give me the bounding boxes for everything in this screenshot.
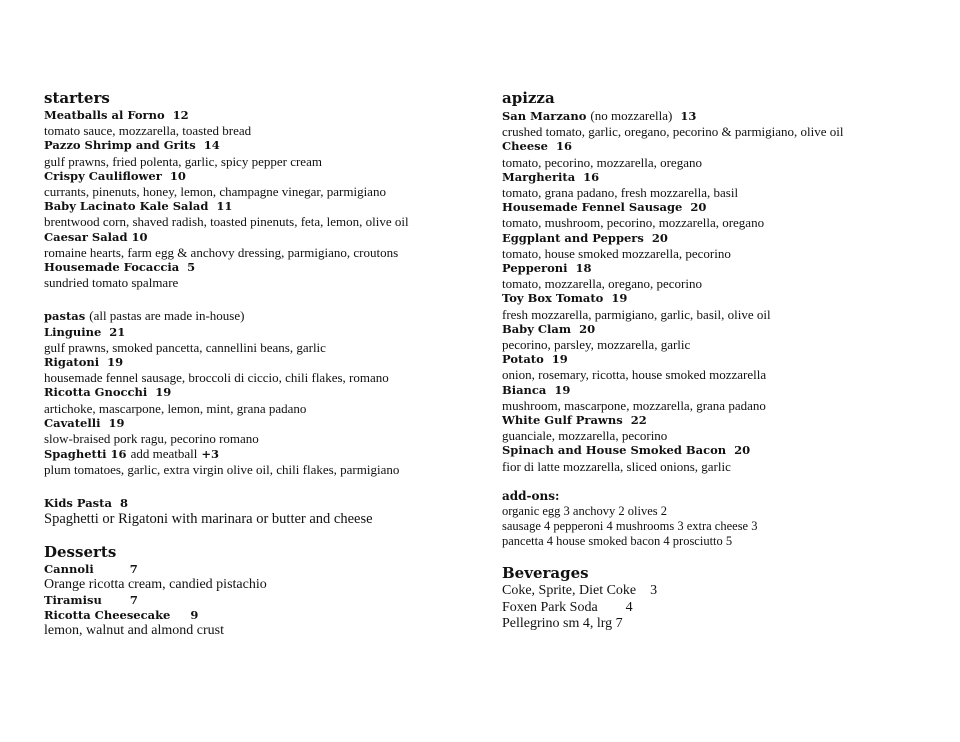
item-name: Toy Box Tomato (502, 291, 604, 306)
apizza-list (502, 108, 942, 474)
item-name: Rigatoni (44, 355, 100, 370)
item-name: White Gulf Prawns (502, 413, 623, 428)
item-name: Potato (502, 352, 544, 367)
item-name: Eggplant and Peppers (502, 230, 644, 245)
item-price: 22 (630, 413, 647, 428)
item-name: Spaghetti (44, 447, 107, 462)
menu-item (502, 383, 942, 413)
item-desc: crushed tomato, garlic, oregano, pecorino & parmigiano, olive oil (502, 124, 844, 140)
item-name: Margherita (502, 169, 576, 184)
item-desc: gulf prawns, smoked pancetta, cannellini beans, garlic (44, 339, 326, 355)
item-desc: romaine hearts, farm egg & anchovy dressing, parmigiano, croutons (44, 244, 399, 260)
pastas-heading (44, 308, 484, 324)
menu-item (44, 325, 484, 355)
addon-line: organic egg 3 anchovy 2 olives 2 (502, 503, 668, 518)
item-price: 20 (651, 230, 668, 245)
beverage-item (502, 583, 942, 599)
item-name: Cheese (502, 139, 548, 154)
item-desc: artichoke, mascarpone, lemon, mint, grana padano (44, 400, 307, 416)
item-name: Kids Pasta (44, 495, 112, 510)
item-price: 16 (555, 139, 572, 154)
item-name: Baby Lacinato Kale Salad (44, 199, 209, 214)
item-desc: housemade fennel sausage, broccoli di ciccio, chili flakes, romano (44, 370, 389, 386)
item-desc: brentwood corn, shaved radish, toasted pinenuts, feta, lemon, olive oil (44, 214, 409, 230)
menu-item (502, 291, 942, 321)
item-desc: tomato, mozzarella, oregano, pecorino (502, 276, 702, 292)
item-name: Crispy Cauliflower (44, 168, 162, 183)
item-price: 13 (680, 109, 697, 123)
right-column (502, 88, 942, 633)
menu-item (44, 608, 484, 639)
menu-item (44, 169, 484, 199)
item-name: Linguine (44, 324, 102, 339)
menu-item (44, 593, 484, 608)
item-price: 4 (625, 599, 633, 615)
desserts-list (44, 562, 484, 639)
item-price: 19 (107, 355, 124, 370)
item-desc: lemon, walnut and almond crust (44, 623, 225, 639)
addon-line: sausage 4 pepperoni 4 mushrooms 3 extra cheese 3 (502, 519, 758, 534)
item-name: Bianca (502, 382, 547, 397)
starters-list (44, 108, 484, 290)
menu-item (502, 170, 942, 200)
item-price: 19 (108, 415, 125, 430)
beverages-list (502, 583, 942, 632)
item-price: 19 (554, 382, 571, 397)
menu-item (502, 322, 942, 352)
item-price: 16 (110, 447, 127, 462)
menu-item (44, 385, 484, 415)
item-desc: fior di latte mozzarella, sliced onions, garlic (502, 458, 731, 474)
item-desc: Spaghetti or Rigatoni with marinara or butter and cheese (44, 510, 373, 527)
menu-item (44, 108, 484, 138)
item-desc: onion, rosemary, ricotta, house smoked mozzarella (502, 367, 767, 383)
desserts-title: Desserts (44, 542, 117, 561)
item-desc: tomato, pecorino, mozzarella, oregano (502, 154, 702, 170)
beverages-title: Beverages (502, 564, 589, 583)
item-name: Ricotta Gnocchi (44, 385, 148, 400)
menu-item (502, 261, 942, 291)
beverage-item (502, 600, 942, 616)
item-desc: mushroom, mascarpone, mozzarella, grana padano (502, 397, 766, 413)
item-name: Meatballs al Forno (44, 108, 165, 122)
item-name: San Marzano (502, 109, 587, 123)
starters-title: starters (44, 89, 110, 107)
item-name: Housemade Focaccia (44, 260, 180, 275)
item-extra-label: add meatball (130, 446, 198, 462)
left-column (44, 88, 484, 639)
item-name: Housemade Fennel Sausage (502, 200, 683, 215)
item-desc: fresh mozzarella, parmigiano, garlic, basil, olive oil (502, 306, 771, 322)
item-price: 9 (190, 607, 199, 622)
menu-item (44, 138, 484, 168)
menu-item (502, 139, 942, 169)
item-name: Foxen Park Soda (502, 599, 598, 615)
item-note: (no mozzarella) (590, 108, 673, 123)
item-name: Pepperoni (502, 261, 568, 276)
item-price: 19 (155, 385, 172, 400)
menu-item (502, 231, 942, 261)
pastas-title: pastas (44, 309, 86, 324)
addon-line: pancetta 4 house smoked bacon 4 prosciutto 5 (502, 534, 733, 549)
menu-item (502, 200, 942, 230)
item-desc: tomato, grana padano, fresh mozzarella, basil (502, 185, 739, 201)
pastas-list (44, 325, 484, 478)
item-price: 19 (611, 291, 628, 306)
item-price: 18 (575, 261, 592, 276)
item-desc: tomato, house smoked mozzarella, pecorino (502, 245, 731, 261)
item-desc: sundried tomato spalmare (44, 275, 179, 291)
item-price: 20 (690, 200, 707, 215)
pastas-note: (all pastas are made in-house) (89, 308, 245, 324)
item-desc: guanciale, mozzarella, pecorino (502, 428, 668, 444)
menu-item (44, 230, 484, 260)
menu-item (44, 260, 484, 290)
item-name: Ricotta Cheesecake (44, 607, 171, 622)
apizza-title: apizza (502, 89, 555, 107)
item-name: Baby Clam (502, 321, 572, 336)
item-price: 10 (131, 229, 148, 244)
item-price: 7 (129, 561, 138, 576)
menu-item (502, 443, 942, 473)
item-name: Pazzo Shrimp and Grits (44, 138, 196, 153)
item-desc: tomato, mushroom, pecorino, mozzarella, oregano (502, 215, 765, 231)
item-price: 20 (579, 321, 596, 336)
item-desc: slow-braised pork ragu, pecorino romano (44, 431, 259, 447)
item-price: 20 (734, 443, 751, 458)
item-desc: Orange ricotta cream, candied pistachio (44, 577, 267, 593)
menu-item (502, 108, 942, 139)
menu-item (502, 352, 942, 382)
item-desc: gulf prawns, fried polenta, garlic, spicy pepper cream (44, 153, 322, 169)
item-name: Spinach and House Smoked Bacon (502, 443, 727, 458)
item-name: Caesar Salad (44, 229, 128, 244)
item-price: 16 (583, 169, 600, 184)
item-price: 12 (172, 108, 189, 122)
menu-item (44, 446, 484, 477)
menu-item (44, 562, 484, 593)
item-price: 11 (216, 199, 233, 214)
menu-item (44, 199, 484, 229)
item-desc: pecorino, parsley, mozzarella, garlic (502, 337, 691, 353)
item-name: Pellegrino sm 4, lrg 7 (502, 616, 623, 632)
item-price: 19 (551, 352, 568, 367)
item-price: 21 (109, 324, 126, 339)
menu-item (44, 355, 484, 385)
item-name: Coke, Sprite, Diet Coke (502, 583, 637, 599)
item-extra-price: +3 (201, 447, 219, 462)
item-price: 3 (650, 583, 658, 599)
item-name: Cavatelli (44, 415, 101, 430)
item-price: 8 (119, 495, 128, 510)
item-price: 7 (129, 592, 138, 607)
kids-pasta (44, 496, 484, 528)
item-price: 14 (203, 138, 220, 153)
item-price: 5 (187, 260, 196, 275)
addons-list (502, 504, 942, 550)
item-desc: tomato sauce, mozzarella, toasted bread (44, 123, 252, 139)
menu-item (44, 416, 484, 446)
item-desc: plum tomatoes, garlic, extra virgin olive oil, chili flakes, parmigiano (44, 462, 400, 478)
addons-title: add-ons: (502, 488, 560, 503)
item-name: Cannoli (44, 561, 94, 576)
item-price: 10 (169, 168, 186, 183)
item-desc: currants, pinenuts, honey, lemon, champagne vinegar, parmigiano (44, 184, 386, 200)
beverage-item (502, 616, 942, 632)
menu-item (502, 413, 942, 443)
item-name: Tiramisu (44, 592, 102, 607)
